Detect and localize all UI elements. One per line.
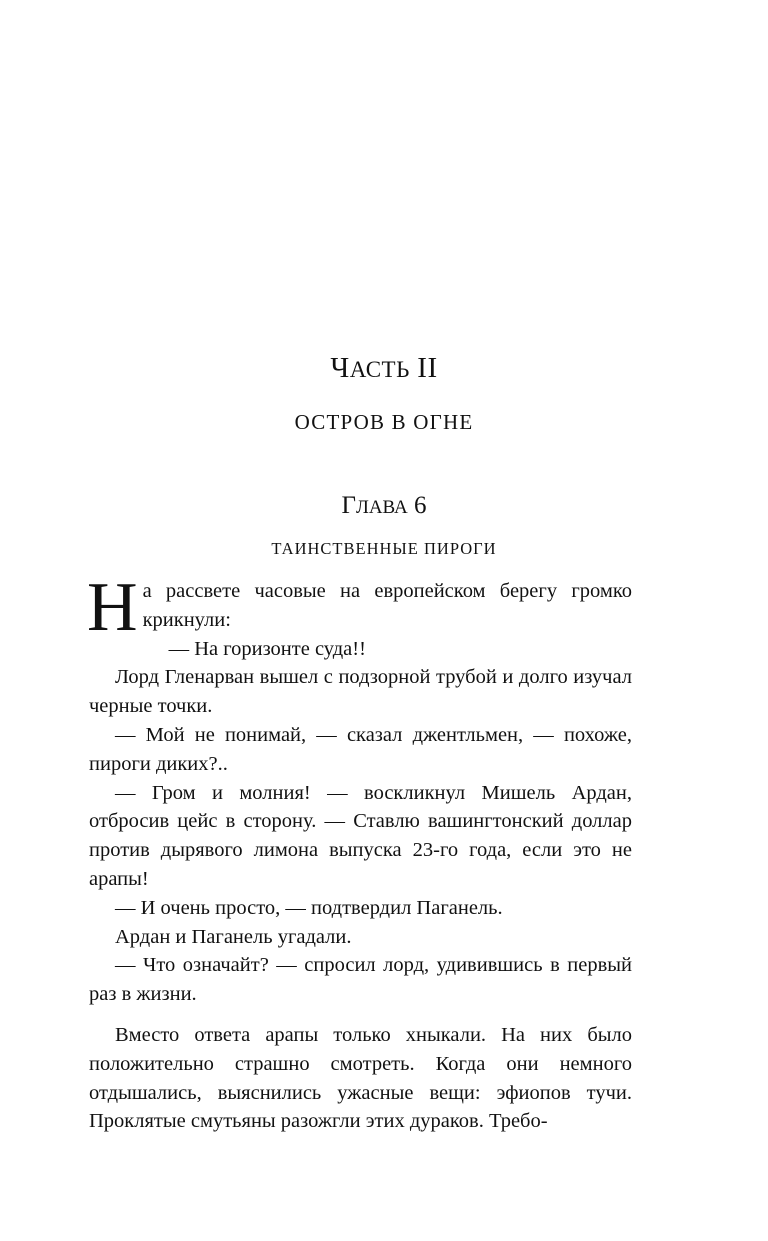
chapter-title [0,492,768,520]
chapter-word-rest: ЛАВА [355,497,408,518]
part-title [0,352,768,385]
paragraph: — На горизонте суда!! [168,637,366,660]
paragraph: — Что означайт? — спросил лорд, удивившись в первый раз в жизни. [89,954,632,1006]
paragraph: Лорд Гленарван вышел с подзорной трубой и долго изучал черные точки. [89,666,632,718]
part-numeral: II [417,352,438,384]
part-word-initial: Ч [330,352,350,384]
chapter-subtitle: ТАИНСТВЕННЫЕ ПИРОГИ [271,539,497,558]
paragraph-first-text: а рассвете часовые на европейском берегу громко крикнули: [142,580,632,631]
paragraph: — Мой не понимай, — сказал джентльмен, — похоже, пироги диких?.. [89,723,632,775]
chapter-number: 6 [414,492,427,519]
part-word-rest: АСТЬ [349,357,410,382]
part-subtitle: ОСТРОВ В ОГНЕ [294,410,474,434]
chapter-word-initial: Г [341,492,356,519]
paragraph: Вместо ответа арапы только хныкали. На них было положительно страшно смотреть. Когда они немного отдышались, выяснились ужасные вещи: эфиопов тучи. Проклятые смутьяны разожгли этих дураков. Требо- [89,1023,632,1133]
paragraph: — Гром и молния! — воскликнул Мишель Ардан, отбросив цейс в сторону. — Ставлю вашингтонский доллар против дырявого лимона выпуска 23-го года, если это не арапы! [89,781,632,890]
chapter-text [87,569,632,1136]
paragraph-first [87,569,632,646]
paragraph: Ардан и Паганель угадали. [115,925,352,948]
paragraph: — И очень просто, — подтвердил Паганель. [115,896,503,919]
drop-cap: Н [87,569,138,646]
